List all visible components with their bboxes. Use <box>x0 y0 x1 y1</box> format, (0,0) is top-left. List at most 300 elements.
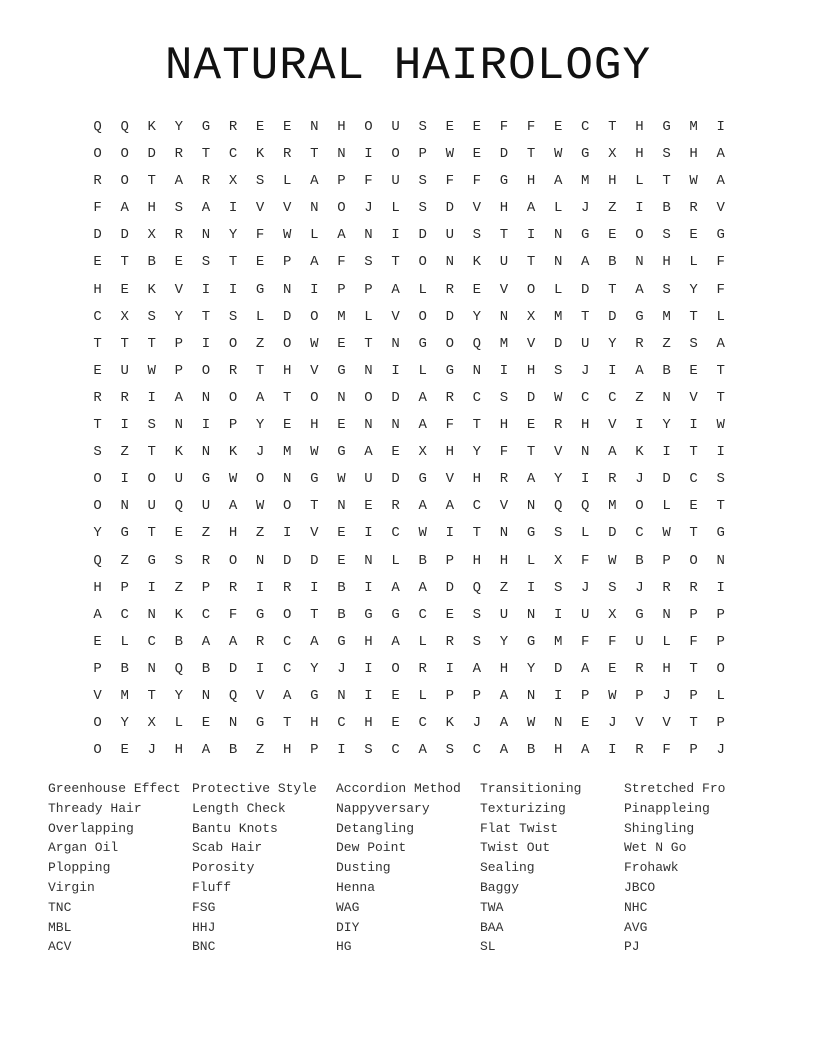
grid-letter: J <box>255 444 265 461</box>
grid-letter: F <box>608 633 617 650</box>
word-list-item: Length Check <box>192 800 286 816</box>
grid-letter: S <box>174 200 184 217</box>
grid-letter: U <box>499 254 509 271</box>
grid-letter: K <box>635 444 644 461</box>
grid-letter: G <box>201 119 211 135</box>
grid-letter: L <box>526 552 536 569</box>
grid-letter: L <box>418 633 427 650</box>
grid-letter: G <box>526 525 536 542</box>
grid-letter: P <box>337 173 346 190</box>
grid-letter: F <box>93 200 102 217</box>
grid-letter: I <box>445 525 454 542</box>
grid-letter: G <box>310 687 319 704</box>
grid-letter: N <box>716 552 725 569</box>
grid-letter: H <box>608 173 617 190</box>
grid-letter: I <box>553 687 563 704</box>
grid-letter: D <box>283 308 292 325</box>
grid-letter: A <box>201 742 211 759</box>
grid-letter: H <box>581 417 590 434</box>
grid-letter: O <box>93 498 102 515</box>
word-list-item: TWA <box>480 899 504 915</box>
grid-letter: U <box>174 471 184 488</box>
grid-letter: N <box>337 146 346 163</box>
grid-letter: U <box>147 498 156 515</box>
word-list-item: ACV <box>48 939 72 955</box>
grid-letter: D <box>310 552 319 569</box>
grid-letter: O <box>310 308 319 325</box>
grid-letter: U <box>391 119 400 135</box>
grid-letter: N <box>499 308 509 325</box>
grid-letter: J <box>581 362 590 379</box>
grid-letter: E <box>445 119 454 135</box>
word-list-item: Wet N Go <box>624 840 687 856</box>
grid-letter: E <box>391 687 400 704</box>
grid-letter: S <box>472 227 482 244</box>
word-list-item: Detangling <box>336 820 415 836</box>
grid-letter: E <box>553 119 563 135</box>
grid-letter: G <box>445 362 454 379</box>
grid-letter: O <box>93 146 102 163</box>
grid-letter: L <box>310 227 319 244</box>
grid-letter: R <box>255 633 265 650</box>
grid-letter: R <box>201 173 211 190</box>
grid-letter: Q <box>228 687 238 704</box>
grid-letter: X <box>228 173 238 190</box>
grid-letter: L <box>255 308 265 325</box>
grid-letter: L <box>716 308 725 325</box>
grid-letter: G <box>255 281 265 298</box>
grid-letter: O <box>391 146 400 163</box>
grid-letter: N <box>337 687 346 704</box>
grid-letter: U <box>391 173 400 190</box>
grid-letter: W <box>608 552 617 569</box>
word-list-item: NHC <box>624 899 648 915</box>
grid-letter: I <box>526 227 536 244</box>
grid-letter: B <box>418 552 427 569</box>
grid-letter: A <box>418 417 427 434</box>
grid-letter: W <box>310 444 319 461</box>
grid-letter: P <box>689 606 698 623</box>
grid-letter: H <box>364 715 373 732</box>
grid-letter: Y <box>174 308 184 325</box>
grid-letter: O <box>635 227 644 244</box>
word-list-item: Greenhouse Effect <box>48 781 181 796</box>
word-list-item: Frohawk <box>624 860 679 876</box>
grid-letter: R <box>174 227 184 244</box>
grid-letter: N <box>337 498 346 515</box>
grid-letter: T <box>662 173 671 190</box>
grid-letter: E <box>255 119 265 135</box>
grid-letter: V <box>310 525 319 542</box>
grid-letter: M <box>608 498 617 515</box>
grid-letter: U <box>635 633 644 650</box>
grid-letter: R <box>283 146 292 163</box>
grid-letter: W <box>147 362 156 379</box>
grid-letter: M <box>689 119 698 135</box>
grid-letter: X <box>608 606 617 623</box>
grid-letter: I <box>635 200 644 217</box>
grid-letter: Y <box>472 444 482 461</box>
grid-letter: A <box>716 146 725 163</box>
grid-letter: X <box>418 444 427 461</box>
grid-letter: F <box>445 417 454 434</box>
word-list-item: Fluff <box>192 879 232 895</box>
grid-letter: E <box>472 281 482 298</box>
word-list-item: Texturizing <box>480 800 566 816</box>
grid-letter: B <box>608 254 617 271</box>
grid-letter: R <box>445 389 454 406</box>
grid-letter: I <box>364 660 373 677</box>
grid-letter: N <box>255 552 265 569</box>
grid-letter: Q <box>553 498 563 515</box>
grid-letter: E <box>689 362 698 379</box>
grid-letter: J <box>147 742 156 759</box>
grid-letter: N <box>635 254 644 271</box>
grid-letter: A <box>391 633 400 650</box>
grid-letter: H <box>526 173 536 190</box>
grid-letter: A <box>201 633 211 650</box>
grid-letter: D <box>120 227 129 244</box>
grid-letter: T <box>93 335 102 352</box>
grid-letter: I <box>391 227 400 244</box>
word-list-item: Dew Point <box>336 840 407 856</box>
word-list-item: Nappyversary <box>336 800 430 816</box>
grid-letter: E <box>608 227 617 244</box>
word-list-item: Plopping <box>48 860 111 876</box>
word-list-item: Shingling <box>624 820 695 836</box>
grid-letter: E <box>201 715 211 732</box>
grid-letter: C <box>472 498 482 515</box>
grid-letter: O <box>283 606 292 623</box>
grid-letter: Z <box>499 579 509 596</box>
grid-letter: R <box>391 498 400 515</box>
grid-letter: O <box>310 389 319 406</box>
word-list <box>48 779 788 957</box>
grid-letter: L <box>662 633 671 650</box>
grid-letter: O <box>716 660 725 677</box>
grid-letter: G <box>391 606 400 623</box>
grid-letter: A <box>255 389 265 406</box>
grid-letter: P <box>174 335 184 352</box>
grid-letter: U <box>581 335 590 352</box>
grid-letter: Y <box>526 660 536 677</box>
grid-letter: J <box>716 742 725 759</box>
grid-letter: J <box>364 200 373 217</box>
grid-letter: F <box>581 633 590 650</box>
grid-letter: P <box>689 742 698 759</box>
grid-letter: E <box>472 119 482 135</box>
grid-letter: H <box>662 254 671 271</box>
grid-letter: A <box>418 389 427 406</box>
grid-letter: T <box>526 146 536 163</box>
grid-letter: J <box>472 715 482 732</box>
grid-letter: H <box>499 660 509 677</box>
grid-letter: O <box>283 498 292 515</box>
grid-letter: F <box>581 552 590 569</box>
grid-letter: V <box>716 200 725 217</box>
grid-letter: N <box>581 444 590 461</box>
grid-letter: K <box>174 606 184 623</box>
grid-letter: I <box>228 281 238 298</box>
grid-letter: N <box>553 254 563 271</box>
grid-letter: V <box>174 281 184 298</box>
grid-letter: E <box>581 715 590 732</box>
grid-letter: O <box>635 498 644 515</box>
word-list-item: Porosity <box>192 860 255 876</box>
grid-letter: N <box>472 362 482 379</box>
grid-letter: Q <box>472 335 482 352</box>
grid-letter: H <box>635 119 644 135</box>
word-list-item: Dusting <box>336 860 391 876</box>
grid-letter: I <box>310 281 319 298</box>
grid-letter: E <box>120 281 129 298</box>
grid-letter: I <box>364 687 373 704</box>
grid-letter: E <box>526 417 536 434</box>
grid-letter: Q <box>472 579 482 596</box>
grid-letter: F <box>716 281 725 298</box>
grid-letter: A <box>418 579 427 596</box>
grid-letter: O <box>526 281 536 298</box>
grid-letter: S <box>499 389 509 406</box>
grid-letter: G <box>201 471 211 488</box>
grid-letter: J <box>608 715 617 732</box>
grid-letter: Z <box>255 335 265 352</box>
grid-letter: E <box>337 417 346 434</box>
grid-letter: G <box>635 606 644 623</box>
grid-letter: N <box>526 498 536 515</box>
grid-letter: T <box>310 606 319 623</box>
grid-letter: Y <box>499 633 509 650</box>
grid-letter: G <box>418 471 427 488</box>
grid-letter: S <box>174 552 184 569</box>
grid-letter: Y <box>310 660 319 677</box>
grid-letter: C <box>283 660 292 677</box>
word-list-item: HHJ <box>192 919 216 935</box>
grid-letter: A <box>608 444 617 461</box>
word-list-item: BAA <box>480 919 504 935</box>
grid-letter: C <box>581 389 590 406</box>
grid-letter: P <box>310 742 319 759</box>
grid-letter: Z <box>201 525 211 542</box>
grid-letter: W <box>689 173 698 190</box>
grid-letter: I <box>716 444 725 461</box>
grid-letter: E <box>283 417 292 434</box>
grid-letter: S <box>147 308 156 325</box>
grid-letter: N <box>526 606 536 623</box>
grid-letter: X <box>553 552 563 569</box>
grid-letter: P <box>445 687 454 704</box>
grid-letter: V <box>499 281 509 298</box>
grid-letter: K <box>147 119 156 135</box>
grid-letter: N <box>310 200 319 217</box>
grid-letter: M <box>553 308 563 325</box>
grid-letter: N <box>526 687 536 704</box>
grid-letter: N <box>553 227 563 244</box>
grid-letter: D <box>391 471 400 488</box>
grid-letter: N <box>499 525 509 542</box>
grid-letter: H <box>147 200 156 217</box>
grid-letter: I <box>255 579 265 596</box>
grid-letter: Y <box>228 227 238 244</box>
grid-letter: N <box>391 417 400 434</box>
grid-letter: R <box>608 471 617 488</box>
grid-letter: E <box>337 525 346 542</box>
grid-letter: T <box>147 525 156 542</box>
grid-letter: A <box>93 606 102 623</box>
grid-letter: S <box>364 742 373 759</box>
grid-letter: P <box>716 715 725 732</box>
grid-letter: M <box>662 308 671 325</box>
grid-letter: S <box>93 444 102 461</box>
grid-letter: N <box>174 417 184 434</box>
grid-letter: T <box>201 308 211 325</box>
grid-letter: T <box>283 389 292 406</box>
grid-letter: Q <box>581 498 590 515</box>
grid-letter: M <box>499 335 509 352</box>
word-list-item: Overlapping <box>48 820 134 836</box>
grid-letter: P <box>716 633 725 650</box>
grid-letter: Y <box>174 687 184 704</box>
grid-letter: O <box>364 119 373 135</box>
grid-letter: T <box>391 254 400 271</box>
grid-letter: N <box>364 362 373 379</box>
grid-letter: H <box>472 471 482 488</box>
grid-letter: E <box>337 335 346 352</box>
grid-letter: M <box>337 308 346 325</box>
grid-letter: Q <box>174 498 184 515</box>
grid-letter: V <box>93 687 102 704</box>
grid-letter: B <box>147 254 156 271</box>
grid-letter: O <box>93 715 102 732</box>
grid-letter: R <box>228 579 238 596</box>
word-list-item: Accordion Method <box>336 781 461 796</box>
grid-letter: E <box>93 362 102 379</box>
word-list-item: Sealing <box>480 860 535 876</box>
grid-letter: I <box>337 742 346 759</box>
grid-letter: T <box>364 335 373 352</box>
grid-letter: A <box>445 498 454 515</box>
grid-letter: R <box>93 389 102 406</box>
grid-letter: E <box>283 119 292 135</box>
grid-letter: Y <box>689 281 698 298</box>
grid-letter: L <box>635 173 644 190</box>
grid-letter: C <box>472 389 482 406</box>
grid-letter: J <box>337 660 346 677</box>
grid-letter: A <box>581 660 590 677</box>
grid-letter: K <box>255 146 265 163</box>
grid-letter: F <box>526 119 536 135</box>
grid-letter: T <box>120 254 129 271</box>
grid-letter: G <box>147 552 156 569</box>
grid-letter: T <box>689 525 698 542</box>
grid-letter: V <box>391 308 400 325</box>
grid-letter: L <box>662 498 671 515</box>
grid-letter: J <box>662 687 671 704</box>
grid-letter: T <box>716 389 725 406</box>
grid-letter: N <box>283 471 292 488</box>
grid-letter: F <box>472 173 482 190</box>
grid-letter: G <box>337 633 346 650</box>
grid-letter: S <box>689 335 698 352</box>
grid-letter: D <box>608 525 617 542</box>
grid-letter: V <box>283 200 292 217</box>
grid-letter: G <box>499 173 509 190</box>
word-list-item: Pinappleing <box>624 800 710 816</box>
grid-letter: A <box>120 200 129 217</box>
grid-letter: H <box>635 146 644 163</box>
grid-letter: I <box>499 362 509 379</box>
grid-letter: E <box>391 715 400 732</box>
grid-letter: H <box>662 660 671 677</box>
word-list-item: Henna <box>336 879 376 895</box>
grid-letter: D <box>445 579 454 596</box>
grid-letter: I <box>662 444 671 461</box>
grid-letter: U <box>445 227 454 244</box>
grid-letter: B <box>526 742 536 759</box>
grid-letter: W <box>526 715 536 732</box>
grid-letter: N <box>147 606 156 623</box>
grid-letter: A <box>499 742 509 759</box>
grid-letter: P <box>228 417 238 434</box>
grid-letter: L <box>391 200 400 217</box>
grid-letter: N <box>310 119 319 135</box>
grid-letter: V <box>526 335 536 352</box>
grid-letter: J <box>635 579 644 596</box>
grid-letter: S <box>472 606 482 623</box>
grid-letter: A <box>201 200 211 217</box>
grid-letter: I <box>120 471 129 488</box>
grid-letter: O <box>93 471 102 488</box>
grid-letter: I <box>581 471 590 488</box>
grid-letter: W <box>445 146 454 163</box>
word-list-item: PJ <box>624 939 640 955</box>
grid-letter: O <box>147 471 156 488</box>
grid-letter: E <box>391 444 400 461</box>
grid-letter: E <box>472 146 482 163</box>
grid-letter: N <box>337 389 346 406</box>
grid-letter: W <box>716 417 725 434</box>
grid-letter: C <box>337 715 346 732</box>
page-title: NATURAL HAIROLOGY <box>164 40 652 92</box>
grid-letter: Z <box>255 525 265 542</box>
grid-letter: N <box>201 227 211 244</box>
grid-letter: A <box>716 335 725 352</box>
grid-letter: T <box>472 417 482 434</box>
grid-letter: G <box>120 525 129 542</box>
grid-letter: H <box>364 633 373 650</box>
grid-letter: S <box>228 308 238 325</box>
grid-letter: D <box>662 471 671 488</box>
grid-letter: D <box>418 227 427 244</box>
grid-letter: R <box>174 146 184 163</box>
grid-letter: S <box>553 579 563 596</box>
grid-letter: R <box>418 660 427 677</box>
grid-letter: R <box>553 417 563 434</box>
grid-letter: H <box>337 119 346 135</box>
grid-letter: Y <box>608 335 617 352</box>
grid-letter: U <box>364 471 373 488</box>
grid-letter: O <box>255 471 265 488</box>
grid-letter: A <box>174 173 184 190</box>
word-list-item: FSG <box>192 899 216 915</box>
grid-letter: Z <box>635 389 644 406</box>
grid-letter: I <box>364 579 373 596</box>
grid-letter: R <box>228 362 238 379</box>
grid-letter: E <box>608 660 617 677</box>
grid-letter: B <box>662 362 671 379</box>
grid-letter: W <box>608 687 617 704</box>
grid-letter: T <box>526 254 536 271</box>
